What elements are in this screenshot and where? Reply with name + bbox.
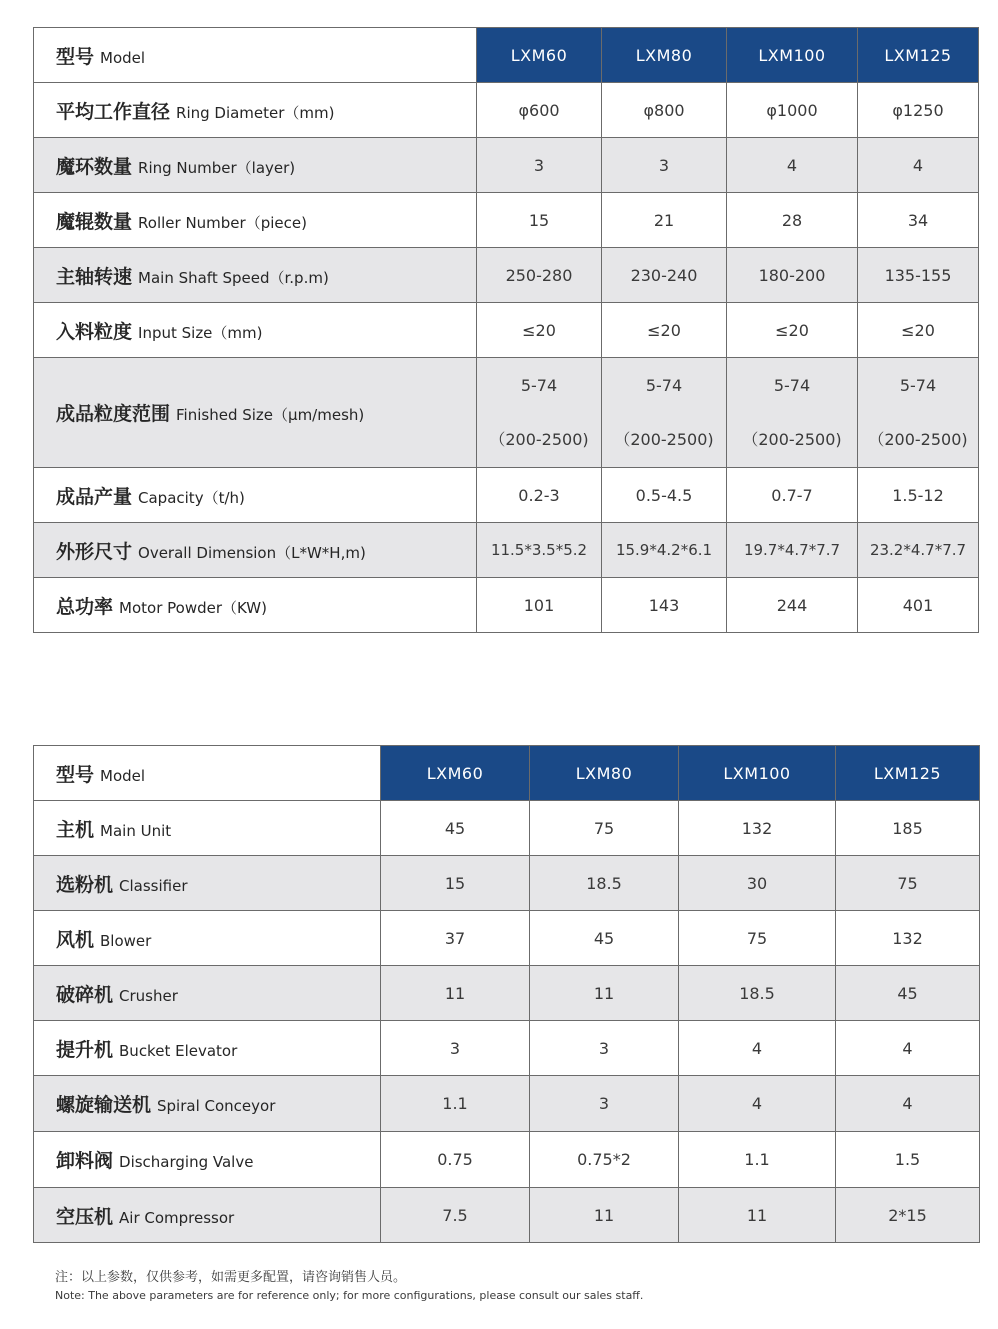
row-label: 风机 Blower: [34, 911, 381, 966]
table-cell: 185: [836, 801, 980, 856]
table-cell: 4: [727, 138, 858, 193]
model-column-header: LXM100: [727, 28, 858, 83]
row-label: 卸料阀 Discharging Valve: [34, 1132, 381, 1188]
model-header-label: 型号 Model: [34, 28, 477, 83]
table-cell: 132: [836, 911, 980, 966]
table-cell: 1.1: [679, 1132, 836, 1188]
table-cell: 132: [679, 801, 836, 856]
note-english: Note: The above parameters are for reference only; for more configurations, please consult our sales staff.: [55, 1289, 644, 1302]
table-cell: 11: [530, 1188, 679, 1243]
table-cell: 180-200: [727, 248, 858, 303]
table-row: [34, 856, 980, 911]
table-cell: 230-240: [602, 248, 727, 303]
table-cell: 21: [602, 193, 727, 248]
table-row: [34, 1021, 980, 1076]
table-cell: 0.2-3: [477, 468, 602, 523]
table-row: [34, 801, 980, 856]
table-cell: 3: [477, 138, 602, 193]
table-cell: 45: [530, 911, 679, 966]
table-header-row: [34, 28, 979, 83]
model-column-header: LXM80: [530, 746, 679, 801]
table-cell: 4: [858, 138, 979, 193]
table-row: [34, 83, 979, 138]
table-cell: 30: [679, 856, 836, 911]
table-cell: 0.7-7: [727, 468, 858, 523]
row-label: 平均工作直径 Ring Diameter（mm): [34, 83, 477, 138]
table-cell: 23.2*4.7*7.7: [858, 523, 979, 578]
table-row: [34, 966, 980, 1021]
row-label: 魔辊数量 Roller Number（piece): [34, 193, 477, 248]
table-cell: 34: [858, 193, 979, 248]
row-label: 主轴转速 Main Shaft Speed（r.p.m): [34, 248, 477, 303]
power-configuration-table: [33, 745, 980, 1243]
table-cell: 1.1: [381, 1076, 530, 1132]
row-label: 空压机 Air Compressor: [34, 1188, 381, 1243]
table-cell: φ1000: [727, 83, 858, 138]
row-label: 主机 Main Unit: [34, 801, 381, 856]
table-row: [34, 523, 979, 578]
table-row: [34, 248, 979, 303]
table-cell: 1.5: [836, 1132, 980, 1188]
table-row: [34, 468, 979, 523]
table-cell: 4: [836, 1076, 980, 1132]
table-cell: 75: [679, 911, 836, 966]
model-header-label: 型号 Model: [34, 746, 381, 801]
row-label: 外形尺寸 Overall Dimension（L*W*H,m): [34, 523, 477, 578]
table-cell: ≤20: [602, 303, 727, 358]
table-row: [34, 1076, 980, 1132]
table-cell: 135-155: [858, 248, 979, 303]
note-chinese: 注：以上参数，仅供参考，如需更多配置，请咨询销售人员。: [55, 1270, 407, 1285]
table-cell: 3: [530, 1076, 679, 1132]
table-header-row: [34, 746, 980, 801]
row-label: 提升机 Bucket Elevator: [34, 1021, 381, 1076]
table-cell: 3: [381, 1021, 530, 1076]
table-cell: φ1250: [858, 83, 979, 138]
specifications-table: [33, 27, 979, 633]
table-row: [34, 1132, 980, 1188]
row-label: 螺旋输送机 Spiral Conceyor: [34, 1076, 381, 1132]
table-cell: φ800: [602, 83, 727, 138]
table-cell: φ600: [477, 83, 602, 138]
table-cell: 5-74 （200-2500): [727, 358, 858, 468]
table-cell: 401: [858, 578, 979, 633]
table-cell: 75: [530, 801, 679, 856]
table-cell: 3: [530, 1021, 679, 1076]
model-column-header: LXM125: [836, 746, 980, 801]
table-cell: 75: [836, 856, 980, 911]
table-row: [34, 358, 979, 468]
row-label: 入料粒度 Input Size（mm): [34, 303, 477, 358]
table-cell: 11: [530, 966, 679, 1021]
table-cell: 5-74 （200-2500): [858, 358, 979, 468]
table-cell: 2*15: [836, 1188, 980, 1243]
table-cell: 4: [679, 1021, 836, 1076]
table-cell: 5-74 （200-2500): [602, 358, 727, 468]
table-row: [34, 578, 979, 633]
table-row: [34, 303, 979, 358]
table-cell: 4: [679, 1076, 836, 1132]
row-label: 选粉机 Classifier: [34, 856, 381, 911]
table-cell: 45: [381, 801, 530, 856]
table-cell: 18.5: [530, 856, 679, 911]
table-cell: 4: [836, 1021, 980, 1076]
model-column-header: LXM100: [679, 746, 836, 801]
table-cell: 11.5*3.5*5.2: [477, 523, 602, 578]
table-cell: 143: [602, 578, 727, 633]
row-label: 成品产量 Capacity（t/h): [34, 468, 477, 523]
table-cell: 15.9*4.2*6.1: [602, 523, 727, 578]
table-cell: 19.7*4.7*7.7: [727, 523, 858, 578]
row-label: 破碎机 Crusher: [34, 966, 381, 1021]
table-cell: 5-74 （200-2500): [477, 358, 602, 468]
model-column-header: LXM60: [381, 746, 530, 801]
model-column-header: LXM125: [858, 28, 979, 83]
table-cell: 11: [679, 1188, 836, 1243]
table-cell: 7.5: [381, 1188, 530, 1243]
table-cell: 0.75*2: [530, 1132, 679, 1188]
table-cell: ≤20: [477, 303, 602, 358]
table-cell: 15: [381, 856, 530, 911]
table-cell: 250-280: [477, 248, 602, 303]
table-cell: 1.5-12: [858, 468, 979, 523]
model-column-header: LXM60: [477, 28, 602, 83]
row-label: 总功率 Motor Powder（KW): [34, 578, 477, 633]
table-cell: ≤20: [727, 303, 858, 358]
table-cell: 37: [381, 911, 530, 966]
table-cell: 101: [477, 578, 602, 633]
table-row: [34, 911, 980, 966]
table-cell: 3: [602, 138, 727, 193]
table-cell: 11: [381, 966, 530, 1021]
table-row: [34, 193, 979, 248]
model-column-header: LXM80: [602, 28, 727, 83]
table-row: [34, 1188, 980, 1243]
row-label: 成品粒度范围 Finished Size（μm/mesh): [34, 358, 477, 468]
table-cell: 28: [727, 193, 858, 248]
table-row: [34, 138, 979, 193]
table-cell: 15: [477, 193, 602, 248]
table-cell: ≤20: [858, 303, 979, 358]
table-cell: 18.5: [679, 966, 836, 1021]
table-cell: 244: [727, 578, 858, 633]
table-cell: 45: [836, 966, 980, 1021]
table-cell: 0.75: [381, 1132, 530, 1188]
row-label: 魔环数量 Ring Number（layer): [34, 138, 477, 193]
table-cell: 0.5-4.5: [602, 468, 727, 523]
